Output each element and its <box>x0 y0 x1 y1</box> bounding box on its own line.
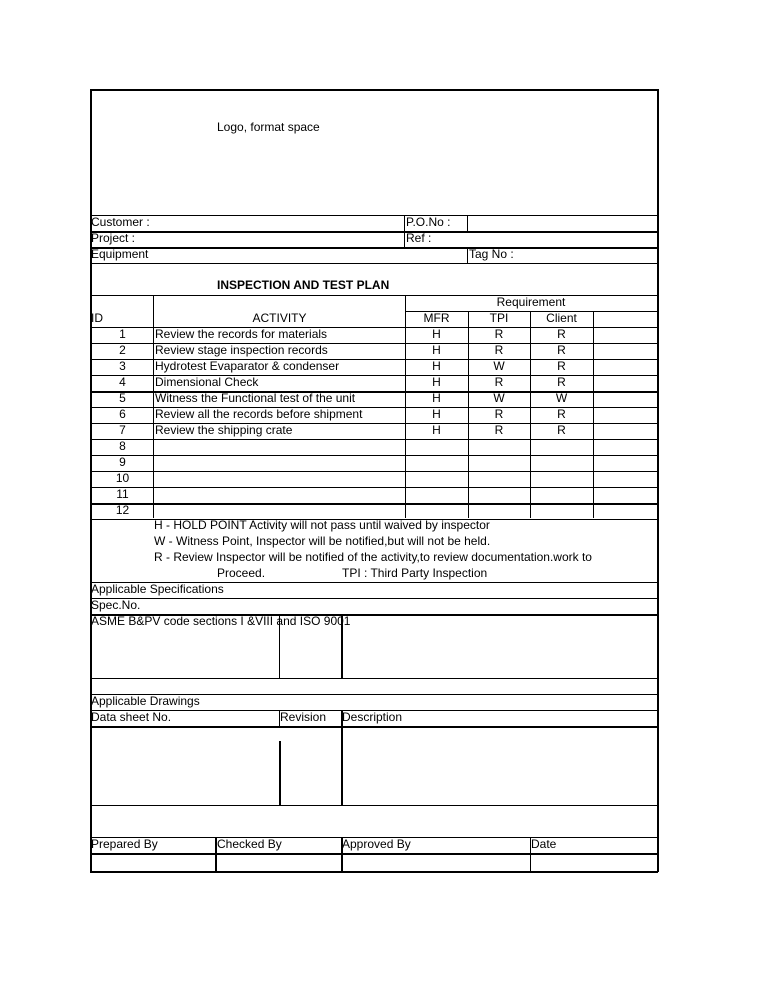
v-rule <box>404 215 405 247</box>
h-rule <box>90 471 658 472</box>
legend-proceed: Proceed. <box>217 566 266 580</box>
h-rule <box>90 598 658 599</box>
requirement-header: Requirement <box>496 295 566 309</box>
row-id: 8 <box>119 439 126 453</box>
row-activity: Hydrotest Evaparator & condenser <box>155 359 340 373</box>
row-tpi: R <box>494 343 504 357</box>
row-client: R <box>557 375 566 389</box>
row-id: 9 <box>119 455 126 469</box>
row-activity: Review stage inspection records <box>155 343 328 357</box>
row-tpi: R <box>494 407 504 421</box>
h-rule <box>90 247 658 249</box>
tag-label: Tag No : <box>469 247 514 261</box>
row-tpi: W <box>493 391 505 405</box>
drawings-heading: Applicable Drawings <box>91 694 200 708</box>
h-rule <box>90 871 658 873</box>
row-mfr: H <box>432 391 441 405</box>
h-rule <box>90 805 658 806</box>
h-rule <box>90 439 658 440</box>
legend-review: R - Review Inspector will be notified of the activity,to review documentation.work to <box>154 550 592 564</box>
client-header: Client <box>546 311 577 325</box>
row-client: R <box>557 423 566 437</box>
h-rule <box>90 89 658 91</box>
h-rule <box>90 487 658 488</box>
row-activity: Review the records for materials <box>155 327 328 341</box>
row-id: 7 <box>119 423 126 437</box>
checked-by-label: Checked By <box>217 837 282 851</box>
ref-label: Ref : <box>406 231 432 245</box>
row-mfr: H <box>432 423 441 437</box>
h-rule <box>90 215 658 216</box>
mfr-header: MFR <box>423 311 450 325</box>
h-rule <box>90 231 658 233</box>
v-rule <box>279 741 281 805</box>
row-tpi: R <box>494 423 504 437</box>
row-activity: Review all the records before shipment <box>155 407 363 421</box>
row-mfr: H <box>432 327 441 341</box>
document-title: INSPECTION AND TEST PLAN <box>217 278 390 292</box>
h-rule <box>90 263 658 264</box>
revision-label: Revision <box>280 710 327 724</box>
project-label: Project : <box>91 231 136 245</box>
v-rule <box>657 89 659 872</box>
row-id: 10 <box>115 471 130 485</box>
row-client: R <box>557 327 566 341</box>
row-mfr: H <box>432 375 441 389</box>
row-client: R <box>557 407 566 421</box>
customer-label: Customer : <box>91 215 150 229</box>
row-id: 1 <box>119 327 126 341</box>
row-tpi: W <box>493 359 505 373</box>
v-rule <box>467 247 468 263</box>
po-label: P.O.No : <box>406 215 451 229</box>
row-id: 12 <box>115 503 130 517</box>
h-rule <box>90 853 658 855</box>
prepared-by-label: Prepared By <box>91 837 158 851</box>
row-id: 4 <box>119 375 126 389</box>
row-id: 2 <box>119 343 126 357</box>
row-tpi: R <box>494 327 504 341</box>
datasheet-label: Data sheet No. <box>91 710 172 724</box>
approved-by-label: Approved By <box>342 837 411 851</box>
row-client: R <box>557 343 566 357</box>
row-activity: Witness the Functional test of the unit <box>155 391 356 405</box>
row-client: W <box>555 391 568 405</box>
v-rule <box>467 215 468 231</box>
row-activity: Review the shipping crate <box>155 423 293 437</box>
legend-witness: W - Witness Point, Inspector will be notified,but will not be held. <box>154 534 491 548</box>
description-label: Description <box>342 710 403 724</box>
equipment-label: Equipment <box>91 247 149 261</box>
spec-no-label: Spec.No. <box>91 598 141 612</box>
tpi-header: TPI <box>489 311 509 325</box>
h-rule <box>90 503 658 505</box>
h-rule <box>90 726 658 728</box>
row-mfr: H <box>432 343 441 357</box>
row-id: 5 <box>119 391 126 405</box>
row-id: 6 <box>119 407 126 421</box>
legend-tpi-note: TPI : Third Party Inspection <box>342 566 488 580</box>
legend-hold: H - HOLD POINT Activity will not pass until waived by inspector <box>154 518 490 532</box>
specifications-heading: Applicable Specifications <box>91 582 224 596</box>
activity-header: ACTIVITY <box>252 311 307 325</box>
v-rule <box>341 726 343 805</box>
row-activity: Dimensional Check <box>155 375 259 389</box>
id-header: ID <box>91 311 103 325</box>
h-rule <box>90 455 658 456</box>
row-id: 11 <box>116 487 129 501</box>
spec-text: ASME B&PV code sections I &VIII and ISO 9001 <box>91 614 351 628</box>
logo-placeholder: Logo, format space <box>217 120 320 134</box>
row-client: R <box>557 359 566 373</box>
row-id: 3 <box>119 359 126 373</box>
row-mfr: H <box>432 359 441 373</box>
row-mfr: H <box>432 407 441 421</box>
h-rule <box>90 678 658 679</box>
row-tpi: R <box>494 375 504 389</box>
date-label: Date <box>531 837 557 851</box>
